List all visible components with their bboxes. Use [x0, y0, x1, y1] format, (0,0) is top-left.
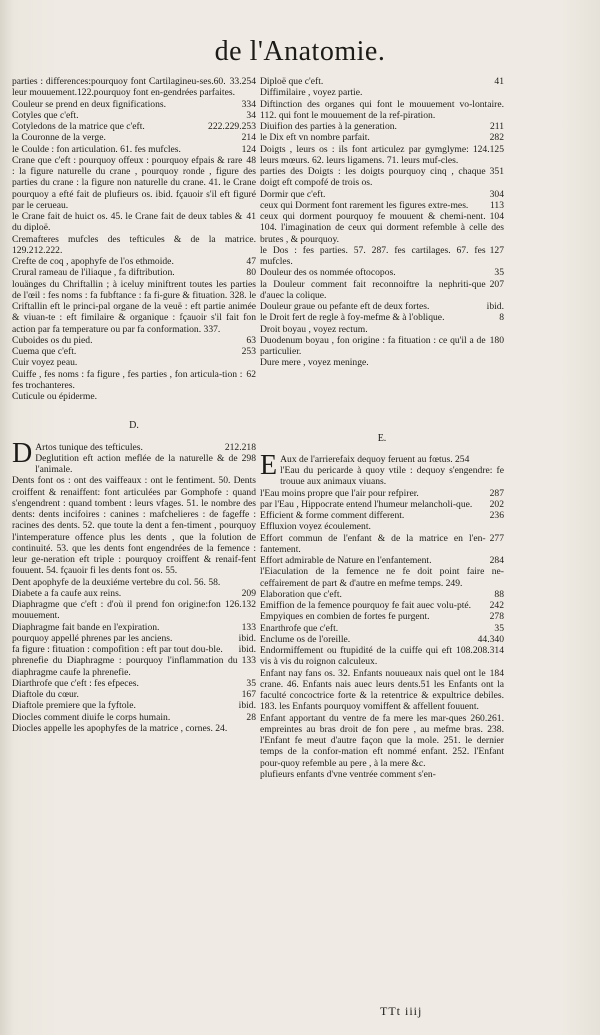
entry-page-ref: 222.229.253: [208, 121, 256, 132]
index-entry: [12, 391, 256, 402]
entry-page-ref: 214: [241, 132, 256, 144]
entry-page-ref: 63: [246, 334, 256, 346]
entry-text: Cuboides os du pied.: [12, 334, 93, 346]
entry-page-ref: 242: [489, 600, 504, 611]
entry-page-ref: 133: [241, 621, 256, 633]
index-entry: [12, 357, 256, 368]
entry-text: Endormiffement ou ftupidité de la cuiffe qui eft vis à vis du roignon calculeux.: [260, 645, 453, 668]
index-entry: [260, 499, 504, 510]
entry-text: Cuticule ou épiderme.: [12, 391, 97, 402]
entries-e-list: [260, 449, 504, 780]
entry-text: Dormir que c'eft.: [260, 188, 326, 200]
entry-text: Effort commun de l'enfant & de la matrice en l'en-fantement.: [260, 532, 486, 555]
entry-page-ref: 34: [246, 109, 256, 121]
entry-page-ref: 124: [241, 143, 256, 155]
entry-page-ref: ibid.: [238, 700, 256, 712]
entry-page-ref: 104: [489, 211, 504, 222]
entry-page-ref: 207: [489, 278, 504, 290]
index-entry: [260, 510, 504, 521]
index-entry: [260, 465, 504, 488]
entry-text: Crane que c'eft : pourquoy offeux : pourquoy efpais & rare : la figure naturelle du crane , pourquoy ronde , figure des parties du crane : la figure non naturelle du crane. 41. le Crane pourquoy a efté fait de plufieurs os. ibid. fçauoir s'il eft figuré par le cerueau.: [12, 154, 256, 211]
entry-text: Diffimilaire , voyez partie.: [260, 87, 363, 99]
entry-text: l'Eiaculation de la femence ne fe doit point faire ne-ceffairement de part & d'autre en mefme temps. 249.: [260, 566, 504, 589]
entry-text: Cuir voyez peau.: [12, 357, 78, 369]
entry-page-ref: 35: [246, 677, 256, 689]
entry-text: pourquoy appellé phrenes par les anciens.: [12, 632, 173, 644]
entry-page-ref: 33.254: [229, 76, 256, 87]
entry-page-ref: 62: [246, 368, 256, 380]
entry-text: Diaphragme que c'eft : d'où il prend fon origine:fon mouuement.: [12, 599, 221, 622]
entry-page-ref: 304: [489, 188, 504, 200]
entry-text: Empyiques en combien de fortes fe purgent.: [260, 611, 430, 623]
entry-text: Diaftole du cœur.: [12, 689, 79, 700]
entry-text: Couleur se prend en deux fignifications.: [12, 98, 166, 110]
entry-page-ref: 211: [489, 121, 504, 132]
entry-page-ref: 41: [246, 211, 256, 222]
entry-page-ref: ibid.: [238, 632, 256, 644]
index-entry: [12, 655, 256, 678]
entry-page-ref: 260.261.: [470, 712, 504, 724]
index-entry: [12, 678, 256, 689]
index-entry: [260, 566, 504, 589]
entry-text: Efficient & forme comment different.: [260, 510, 405, 521]
entry-text: phrenefie du Diaphragme : pourquoy l'inflammation du diaphragme caufe la phrenefie.: [12, 655, 238, 678]
entry-text: Enfant apportant du ventre de fa mere les mar-ques empreintes au bras droit de fon pere , au mefme bras. 238. l'Enfant fe meut d'autre façon que la mole. 251. le dernier temps de la confor-mation eft nommé enfant. 252. l'Enfant pour-quoy refemble au pere , à la mere &c.: [260, 712, 504, 769]
section-e-heading: E.: [377, 432, 387, 444]
index-entry: [260, 211, 504, 245]
index-entry: [260, 312, 504, 323]
entry-page-ref: 35: [494, 622, 504, 634]
entry-text: Cotyledons de la matrice que c'eft.: [12, 121, 145, 132]
entry-text: Diploë que c'eft.: [260, 76, 324, 87]
index-entry: [260, 144, 504, 167]
entry-text: le Coulde : fon articulation. 61. fes mufcles.: [12, 143, 181, 155]
entry-text: la Douleur comment fait reconnoiftre la nephriti-que d'auec la colique.: [260, 278, 486, 301]
index-entry: [12, 121, 256, 132]
entry-text: l'Eau du pericarde à quoy vtile : dequoy s'engendre: fe trouue aux animaux viuans.: [280, 465, 504, 488]
entry-text: Diaftole premiere que la fyftole.: [12, 700, 136, 712]
entry-text: parties des Doigts : les doigts pourquoy cinq , chaque doigt eft compofé de trois os.: [260, 166, 486, 189]
index-entry: [12, 475, 256, 576]
entry-text: Aux de l'arrierefaix dequoy feruent au fœtus. 254: [280, 453, 470, 465]
entry-text: Diabete a fa caufe aux reins.: [12, 587, 122, 599]
index-entry: [12, 453, 256, 476]
entry-page-ref: 113: [489, 199, 504, 211]
entry-text: Crefte de coq , apophyfe de l'os ethmoide.: [12, 256, 174, 267]
entry-text: ceux qui Dorment font rarement les figures extre-mes.: [260, 199, 469, 211]
entry-text: le Dix eft vn nombre parfait.: [260, 132, 370, 144]
entry-page-ref: 8: [499, 312, 504, 324]
entry-text: Diarthrofe que c'eft : fes efpeces.: [12, 677, 139, 689]
index-entry: [260, 166, 504, 189]
index-entry: [260, 521, 504, 532]
entry-page-ref: 48: [246, 154, 256, 166]
entry-page-ref: 236: [489, 510, 504, 521]
index-entry: [260, 324, 504, 335]
index-entry: [260, 623, 504, 634]
entry-text: Duodenum boyau , fon origine : fa fituation : ce qu'il a de particulier.: [260, 334, 486, 357]
index-entry: [260, 267, 504, 278]
index-entry: [12, 346, 256, 357]
page-title: de l'Anatomie.: [214, 36, 386, 67]
index-entry: [260, 589, 504, 600]
entry-page-ref: 282: [489, 132, 504, 144]
entry-text: Droit boyau , voyez rectum.: [260, 323, 368, 335]
entry-text: Elaboration que c'eft.: [260, 588, 342, 600]
entry-text: fa figure : fituation : compofition : eft par tout dou-ble.: [12, 644, 223, 655]
entry-text: Dents font os : ont des vaiffeaux : ont le fentiment. 50. Dents croiffent & renaiffent: font articulées par Gomphofe : quand s'engendrent : quand tombent : leurs vfages. 51. le nombre des dents: dents incifoires : canines : mafchelieres : de fageffe : racines des dents. 52. que toute la dent a fen-timent , pourquoy l'intemperature offence plus les dents , que la folution de continuité. 53. que les dents font engendrées de la femence : leur ge-neration eft triple : pourquoy croiffent & renaif-fent fouuent. 54. fçauoir fi les dents font os. 55.: [12, 475, 256, 577]
index-entry: [260, 555, 504, 566]
index-entry: [260, 76, 504, 87]
index-entry: [260, 713, 504, 769]
entry-page-ref: 278: [489, 611, 504, 623]
entries-d-left-list: [12, 437, 256, 735]
entry-page-ref: 133: [241, 655, 256, 667]
index-entry: [260, 301, 504, 312]
left-column: [12, 76, 256, 734]
entry-page-ref: 253: [241, 346, 256, 357]
index-entry: [260, 634, 504, 645]
index-entry: [260, 189, 504, 200]
index-entry: [260, 668, 504, 713]
index-entry: [12, 644, 256, 655]
index-entry: [260, 132, 504, 143]
index-entry: [12, 279, 256, 335]
right-column: [260, 76, 504, 780]
index-entry: [12, 712, 256, 723]
index-entry: [260, 245, 504, 268]
entry-page-ref: 88: [494, 588, 504, 600]
entry-text: Diaphragme fait bande en l'expiration.: [12, 621, 160, 633]
entry-page-ref: 202: [489, 498, 504, 510]
entry-page-ref: 167: [241, 689, 256, 700]
drop-cap: D: [12, 437, 33, 469]
index-entry: [12, 577, 256, 588]
index-entry: [260, 335, 504, 358]
index-entry: [12, 633, 256, 644]
entry-page-ref: 44.340: [477, 633, 504, 645]
entry-text: Doigts , leurs os : ils font articulez par gymglyme: leurs mœurs. 62. leurs ligamens. 71. leurs muf-cles.: [260, 143, 469, 166]
entry-page-ref: 184: [489, 667, 504, 679]
entry-page-ref: 127: [489, 244, 504, 256]
entry-text: Emiffion de la femence pourquoy fe fait auec volu-pté.: [260, 600, 472, 611]
entry-text: le Crane fait de huict os. 45. le Crane fait de deux tables & du diploë.: [12, 211, 243, 234]
index-entry: [12, 132, 256, 143]
entry-page-ref: 334: [241, 98, 256, 110]
entry-text: l'Eau moins propre que l'air pour refpirer.: [260, 487, 419, 499]
entry-page-ref: 298: [241, 452, 256, 464]
entry-page-ref: 180: [489, 334, 504, 346]
index-entry: [12, 689, 256, 700]
entry-text: Cotyles que c'eft.: [12, 109, 79, 121]
entry-text: Dure mere , voyez meninge.: [260, 357, 369, 369]
index-entry: [260, 645, 504, 668]
entry-page-ref: 108.208.314: [456, 645, 504, 656]
entry-page-ref: 124.125: [472, 143, 504, 155]
entry-page-ref: 212.218: [224, 441, 256, 453]
entry-page-ref: 47: [246, 256, 256, 267]
entry-page-ref: 277: [489, 532, 504, 544]
entry-text: Effort admirable de Nature en l'enfantement.: [260, 555, 432, 566]
entry-text: le Droit fert de regle à foy-mefme & à l'oblique.: [260, 312, 445, 324]
index-entry: [12, 335, 256, 346]
index-entry: [12, 369, 256, 392]
index-entry: [260, 279, 504, 302]
section-d-heading: D.: [129, 420, 139, 432]
entry-text: Deglutition eft action meflée de la naturelle & de l'animale.: [35, 452, 238, 475]
index-entry: [260, 357, 504, 368]
index-entry: [12, 99, 256, 110]
index-entry: [12, 700, 256, 711]
index-entry: [12, 155, 256, 211]
index-entry: [12, 622, 256, 633]
entry-text: Diftinction des organes qui font le mouuement vo-lontaire. 112. qui font le mouuement de la ref-piration.: [260, 98, 504, 121]
entry-text: Crural rameau de l'iliaque , fa diftribution.: [12, 267, 175, 279]
entry-text: Dent apophyfe de la deuxiéme vertebre du col. 56. 58.: [12, 576, 221, 588]
entry-text: parties : differences:pourquoy font Cartilagineu-ses.60. leur mouuement.122.pourquoy font en-gendrées parfaites.: [12, 76, 235, 99]
entries-d-right-list: [260, 76, 504, 369]
index-entry: [12, 599, 256, 622]
entry-text: plufieurs enfants d'vne ventrée comment s'en-: [260, 768, 436, 780]
entry-text: Artos tunique des tefticules.: [35, 441, 143, 453]
entry-page-ref: 28: [246, 711, 256, 723]
entry-text: par l'Eau , Hippocrate entend l'humeur melancholi-que.: [260, 498, 473, 510]
entry-text: Douleur des os nommée oftocopos.: [260, 267, 396, 279]
index-entry: [12, 588, 256, 599]
entry-text: louänges du Chriftallin ; à iceluy miniftrent toutes les parties de l'œil : fes noms : fa fubftance : fa fi-gure & fituation. 328. le Criftallin eft le princi-pal organe de la veuë : eft partie animée & viuan-te : eft fimilaire & organique : fçauoir s'il fait fon action par fa temperature ou par fa conformation. 337.: [12, 278, 256, 335]
index-entry: [260, 611, 504, 622]
entry-page-ref: 41: [494, 76, 504, 87]
entry-page-ref: 80: [246, 267, 256, 279]
entry-page-ref: 209: [241, 587, 256, 599]
entry-text: Diuifion des parties à la generation.: [260, 121, 397, 132]
entry-text: Diocles comment diuife le corps humain.: [12, 711, 171, 723]
index-entry: [260, 87, 504, 98]
entry-text: Cremafteres mufcles des tefticules & de la matrice. 129.212.222.: [12, 233, 256, 256]
index-entry: [12, 76, 256, 99]
index-entry: [12, 234, 256, 257]
index-entry: [260, 200, 504, 211]
entry-text: Douleur graue ou pefante eft de deux fortes.: [260, 301, 430, 312]
drop-cap: E: [260, 449, 278, 481]
entry-page-ref: 126.132: [224, 599, 256, 610]
entry-page-ref: 351: [489, 166, 504, 177]
entry-text: le Dos : fes parties. 57. 287. fes cartilages. 67. fes mufcles.: [260, 244, 486, 267]
signature-mark: TTt iiij: [380, 1004, 423, 1018]
entry-page-ref: 35: [494, 267, 504, 279]
index-entry: [260, 99, 504, 122]
entry-page-ref: 284: [489, 555, 504, 566]
index-entry: [12, 144, 256, 155]
entry-text: Cuema que c'eft.: [12, 346, 77, 357]
index-entry: [12, 267, 256, 278]
index-entry: [12, 723, 256, 734]
entry-text: Diocles appelle les apophyfes de la matrice , cornes. 24.: [12, 722, 228, 734]
index-entry: [260, 769, 504, 780]
entry-text: Cuiffe , fes noms : fa figure , fes parties , fon articula-tion : fes trochanteres.: [12, 368, 243, 391]
index-entry: [12, 110, 256, 121]
entry-text: Enarthrofe que c'eft.: [260, 622, 339, 634]
index-entry: [260, 121, 504, 132]
entries-c-list: [12, 76, 256, 402]
entry-page-ref: ibid.: [486, 301, 504, 312]
entry-text: Enclume os de l'oreille.: [260, 633, 351, 645]
index-entry: [12, 256, 256, 267]
index-entry: [260, 533, 504, 556]
index-entry: [260, 600, 504, 611]
index-entry: [260, 488, 504, 499]
entry-text: la Couronne de la verge.: [12, 132, 106, 144]
entry-text: ceux qui dorment pourquoy fe mouuent & chemi-nent. 104. l'imagination de ceux qui dorment refemble à celle des brutes , & pourquoy.: [260, 211, 504, 245]
entry-text: Enfant nay fans os. 32. Enfants nouueaux nais quel ont le crane. 46. Enfants nais auec leurs dents.51 les Enfants ont la faculté concoctrice forte & la retentrice & expultrice debiles. 183. les Enfants pourquoy vomiffent & affellent fouuent.: [260, 667, 504, 713]
entry-page-ref: 287: [489, 487, 504, 499]
entry-text: Effluxion voyez écoulement.: [260, 521, 371, 533]
index-entry: [12, 211, 256, 234]
entry-page-ref: ibid.: [238, 644, 256, 655]
